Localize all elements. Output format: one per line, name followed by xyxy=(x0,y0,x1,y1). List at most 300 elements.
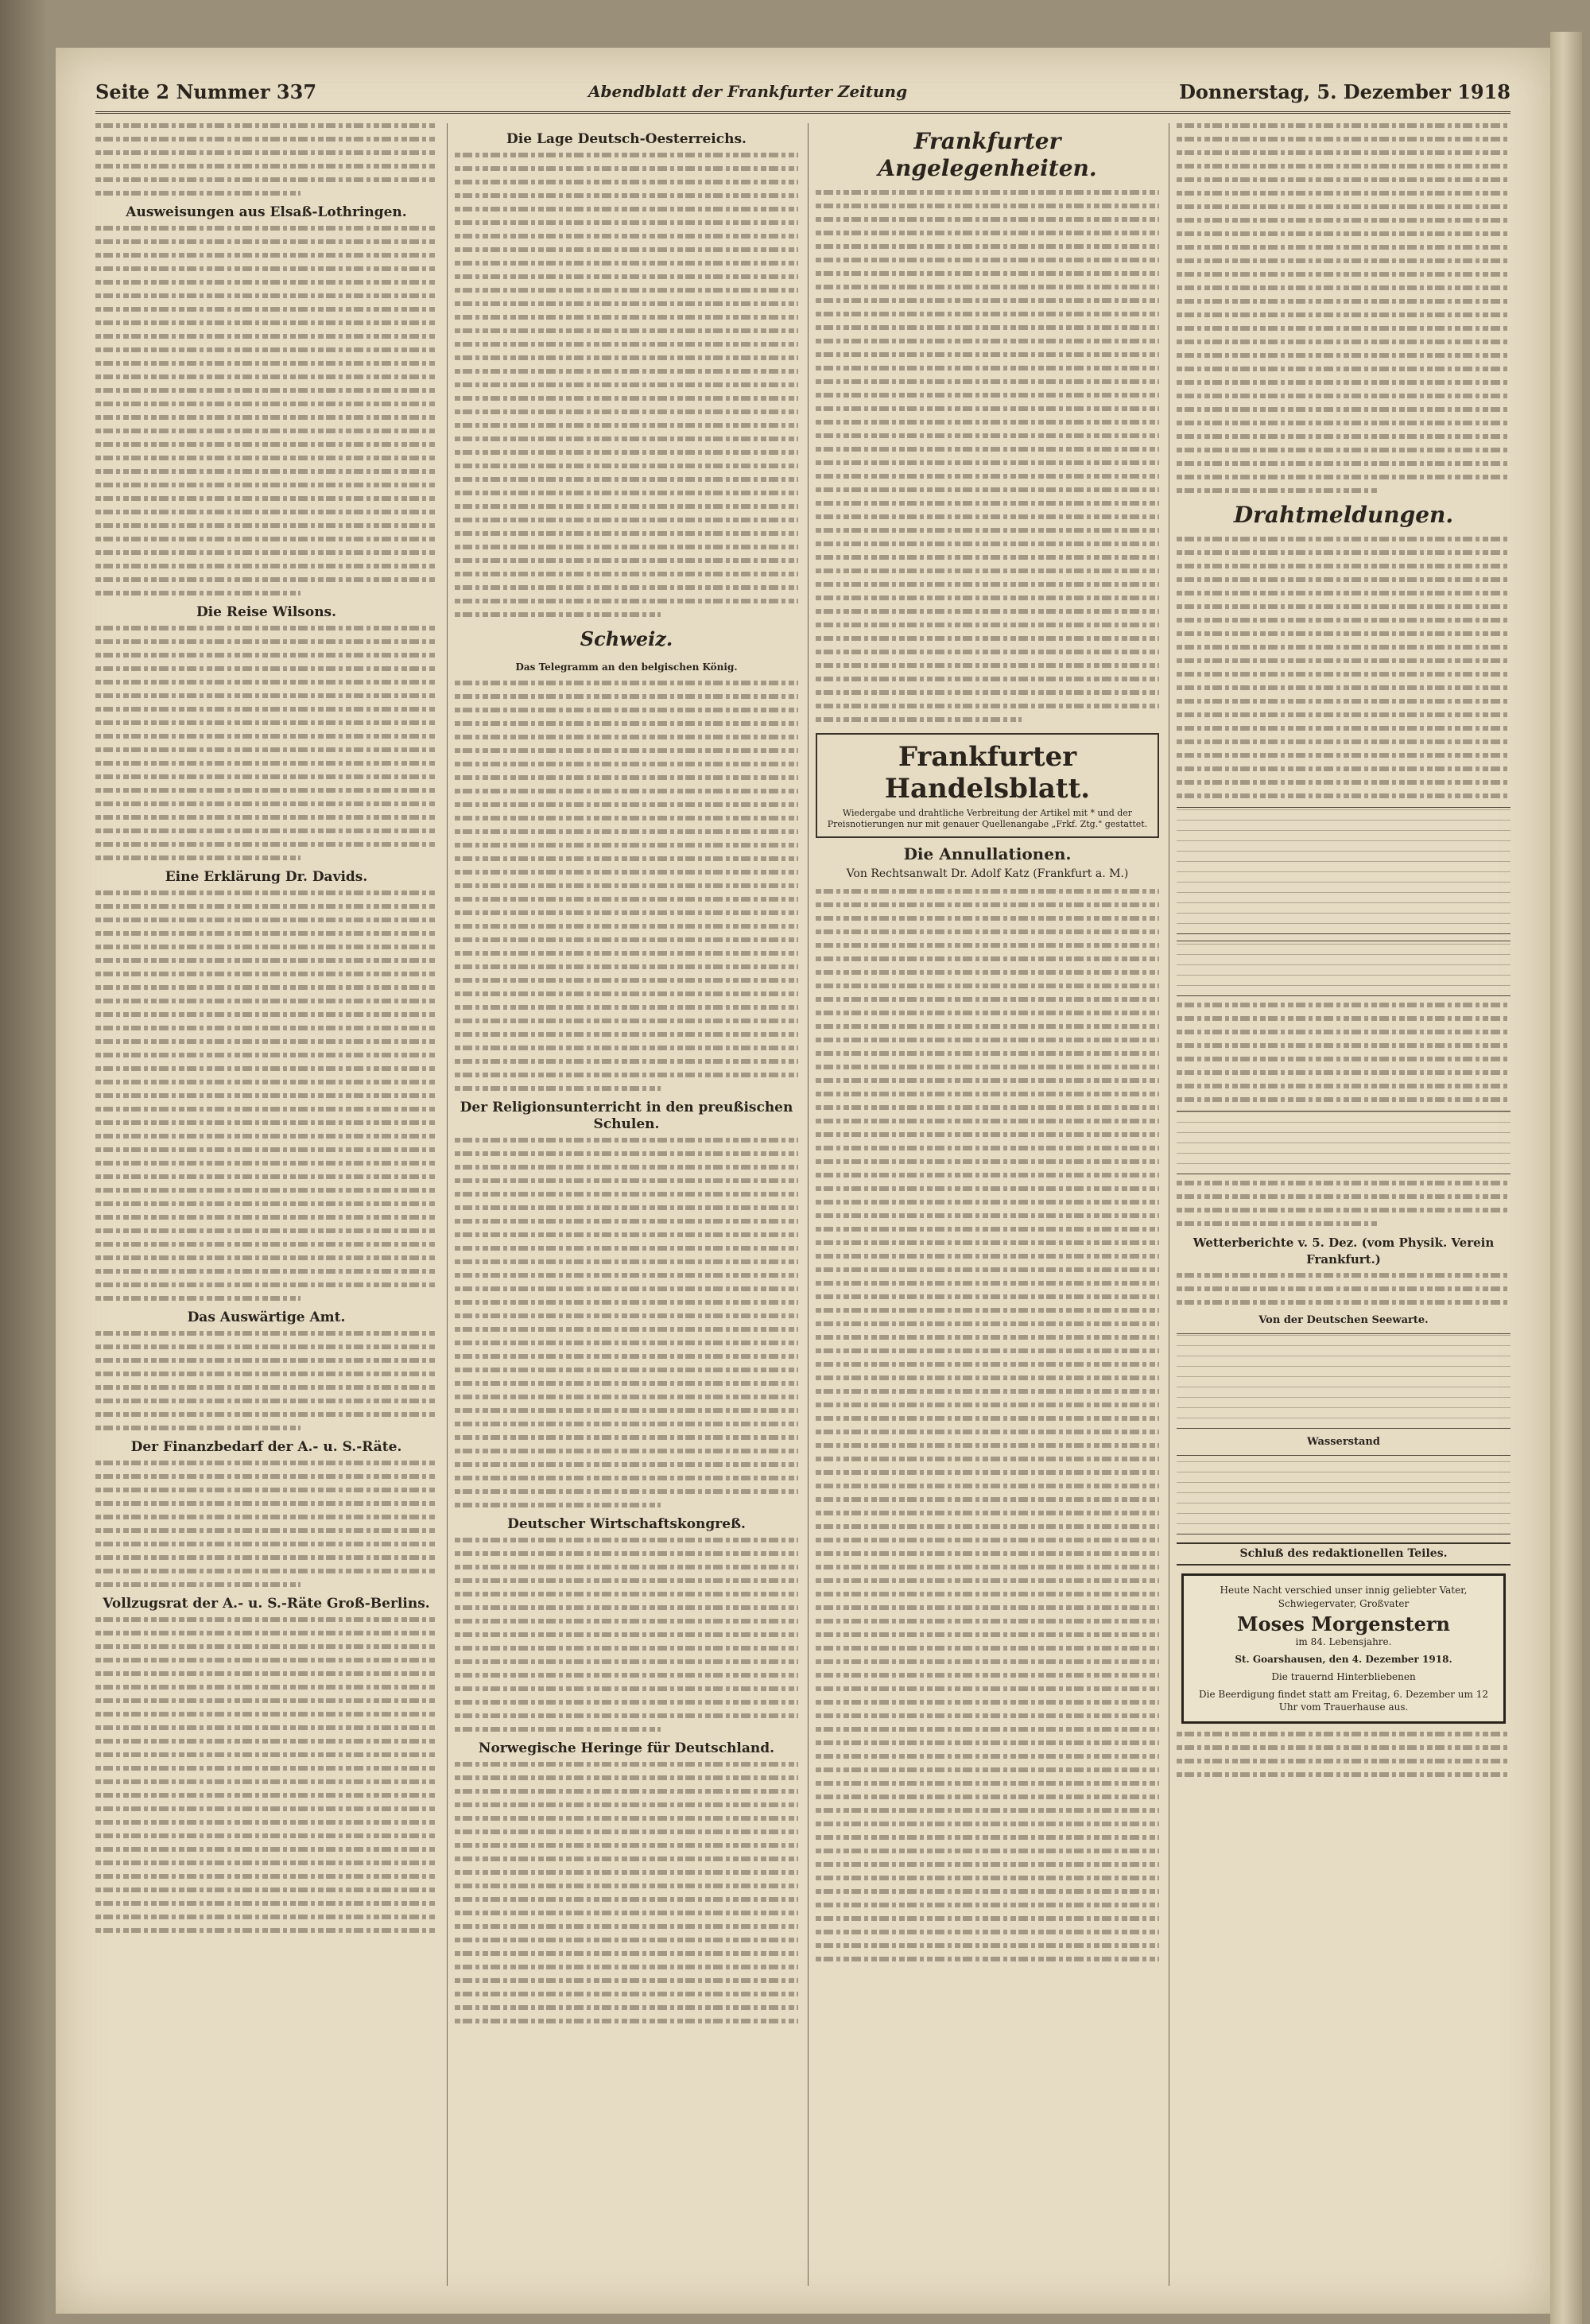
headline-wasserstand: Wasserstand xyxy=(1307,1436,1380,1448)
text-line xyxy=(1177,672,1510,677)
text-line xyxy=(95,1255,437,1260)
text-line xyxy=(455,518,798,522)
text-line xyxy=(455,382,798,387)
weather-table xyxy=(1177,1333,1510,1429)
text-line xyxy=(455,870,798,875)
text-line xyxy=(1177,1208,1510,1212)
text-line xyxy=(816,568,1159,573)
text-line xyxy=(95,510,437,514)
text-line xyxy=(95,801,437,806)
text-line xyxy=(1177,367,1510,371)
text-line xyxy=(816,1686,1159,1691)
adjacent-page-edge xyxy=(1550,32,1582,2324)
text-line xyxy=(455,247,798,252)
text-line xyxy=(95,1269,437,1274)
text-line xyxy=(1177,1221,1377,1226)
text-line xyxy=(816,420,1159,425)
text-line xyxy=(95,523,437,528)
text-line xyxy=(455,342,798,347)
text-line xyxy=(455,897,798,902)
text-line xyxy=(455,585,798,590)
text-line xyxy=(95,693,437,698)
text-line xyxy=(816,1632,1159,1637)
text-line xyxy=(1177,1070,1510,1075)
text-line xyxy=(1177,245,1510,250)
text-line xyxy=(95,1685,437,1690)
subheadline-telegramm: Das Telegramm an den belgischen König. xyxy=(515,662,738,673)
text-line xyxy=(816,1186,1159,1191)
text-line xyxy=(95,1161,437,1166)
text-line xyxy=(816,690,1159,695)
text-line xyxy=(816,352,1159,357)
text-line xyxy=(1177,618,1510,623)
text-line xyxy=(1177,299,1510,304)
text-line xyxy=(816,1659,1159,1664)
text-line xyxy=(1177,326,1510,331)
text-line xyxy=(95,1555,437,1560)
text-line xyxy=(455,1368,798,1372)
headline-seewarte: Von der Deutschen Seewarte. xyxy=(1258,1314,1429,1326)
column-2 xyxy=(455,123,809,2286)
text-line xyxy=(1177,1745,1510,1750)
headline-annullationen: Die Annullationen. xyxy=(903,844,1072,863)
text-line xyxy=(455,166,798,171)
text-line xyxy=(816,285,1159,289)
text-line xyxy=(455,1789,798,1794)
text-line xyxy=(455,531,798,536)
text-line xyxy=(455,369,798,374)
text-line xyxy=(95,1671,437,1676)
text-line xyxy=(1177,550,1510,555)
text-line xyxy=(455,910,798,915)
text-line xyxy=(95,191,301,196)
page-number: Seite 2 Nummer 337 xyxy=(95,80,317,103)
text-line xyxy=(95,1412,437,1417)
text-line xyxy=(455,1205,798,1210)
text-line xyxy=(1177,577,1510,582)
text-line xyxy=(1177,475,1510,479)
text-line xyxy=(816,271,1159,276)
text-line xyxy=(95,1474,437,1479)
text-line xyxy=(455,274,798,279)
text-line xyxy=(455,545,798,549)
text-line xyxy=(455,1018,798,1023)
text-line xyxy=(95,958,437,963)
text-line xyxy=(1177,699,1510,704)
text-line xyxy=(455,1503,661,1507)
notice-place: St. Goarshausen, den 4. Dezember 1918. xyxy=(1235,1654,1452,1665)
text-line xyxy=(95,164,437,169)
text-line xyxy=(455,450,798,455)
text-line xyxy=(95,1752,437,1757)
text-line xyxy=(95,761,437,766)
text-line xyxy=(95,334,437,339)
text-line xyxy=(816,1713,1159,1718)
text-line xyxy=(816,474,1159,479)
text-line xyxy=(816,487,1159,492)
text-line xyxy=(1177,537,1510,541)
text-line xyxy=(95,280,437,285)
text-line xyxy=(816,501,1159,506)
text-line xyxy=(455,234,798,239)
text-line xyxy=(816,1794,1159,1799)
text-line xyxy=(816,582,1159,587)
text-line xyxy=(95,1793,437,1798)
text-line xyxy=(816,406,1159,411)
cotton-table-liverpool xyxy=(1177,1111,1510,1174)
handelsblatt-masthead xyxy=(816,733,1159,838)
text-line xyxy=(1177,123,1510,128)
headline-erklaerung-david: Eine Erklärung Dr. Davids. xyxy=(165,869,368,885)
stock-table-london xyxy=(1177,941,1510,996)
text-line xyxy=(95,577,437,582)
text-line xyxy=(816,1240,1159,1245)
text-line xyxy=(1177,780,1510,785)
text-line xyxy=(455,2005,798,2010)
column-1 xyxy=(95,123,448,2286)
text-line xyxy=(455,1992,798,1996)
text-line xyxy=(455,1476,798,1480)
text-line xyxy=(455,558,798,563)
text-line xyxy=(816,541,1159,546)
notice-lead: Heute Nacht verschied unser innig geliebter Vater, Schwiegervater, Großvater xyxy=(1220,1585,1468,1609)
text-line xyxy=(816,1213,1159,1218)
text-line xyxy=(816,393,1159,398)
text-line xyxy=(816,366,1159,371)
text-line xyxy=(95,774,437,779)
text-line xyxy=(816,1294,1159,1299)
text-line xyxy=(816,1862,1159,1867)
newspaper-title: Abendblatt der Frankfurter Zeitung xyxy=(588,82,908,101)
columns xyxy=(95,123,1510,2286)
text-line xyxy=(455,951,798,956)
text-line xyxy=(95,904,437,909)
text-line xyxy=(455,1005,798,1010)
text-line xyxy=(816,514,1159,519)
text-line xyxy=(816,1389,1159,1394)
text-line xyxy=(816,943,1159,948)
text-line xyxy=(816,1673,1159,1678)
text-line xyxy=(816,1889,1159,1894)
text-line xyxy=(95,1766,437,1771)
notice-funeral: Die Beerdigung findet statt am Freitag, 6. Dezember um 12 Uhr vom Trauerhause aus. xyxy=(1199,1689,1488,1713)
text-line xyxy=(95,1860,437,1865)
text-line xyxy=(455,762,798,766)
text-line xyxy=(455,1619,798,1624)
text-line xyxy=(455,721,798,726)
text-line xyxy=(1177,164,1510,169)
notice-mourners: Die trauernd Hinterbliebenen xyxy=(1271,1671,1416,1682)
text-line xyxy=(816,889,1159,894)
death-notice xyxy=(1181,1573,1506,1724)
text-line xyxy=(816,1416,1159,1421)
text-line xyxy=(455,1632,798,1637)
text-line xyxy=(455,328,798,333)
text-line xyxy=(816,1254,1159,1259)
text-line xyxy=(816,1767,1159,1772)
text-line xyxy=(816,704,1159,708)
text-line xyxy=(1177,285,1510,290)
text-line xyxy=(95,626,437,630)
text-line xyxy=(816,1781,1159,1786)
text-line xyxy=(1177,1030,1510,1034)
text-line xyxy=(455,180,798,184)
text-line xyxy=(455,1775,798,1780)
text-line xyxy=(455,1138,798,1143)
text-line xyxy=(95,137,437,142)
text-line xyxy=(816,1348,1159,1353)
text-line xyxy=(455,396,798,401)
text-line xyxy=(455,1843,798,1848)
text-line xyxy=(1177,272,1510,277)
text-line xyxy=(455,1046,798,1050)
text-line xyxy=(95,1888,437,1892)
text-line xyxy=(95,1053,437,1057)
text-line xyxy=(455,964,798,969)
text-line xyxy=(816,663,1159,668)
text-line xyxy=(816,997,1159,1002)
text-line xyxy=(95,266,437,271)
text-line xyxy=(95,1039,437,1044)
text-line xyxy=(95,469,437,474)
text-line xyxy=(455,816,798,821)
text-line xyxy=(95,483,437,487)
text-line xyxy=(1177,218,1510,223)
text-line xyxy=(1177,353,1510,358)
headline-frankfurter-angelegenheiten: Frankfurter Angelegenheiten. xyxy=(878,128,1097,181)
text-line xyxy=(95,1806,437,1811)
text-line xyxy=(95,1515,437,1519)
text-line xyxy=(816,1159,1159,1164)
text-line xyxy=(816,1497,1159,1502)
text-line xyxy=(95,150,437,155)
text-line xyxy=(95,293,437,298)
text-line xyxy=(455,1422,798,1426)
headline-reise-wilsons: Die Reise Wilsons. xyxy=(196,604,337,620)
handelsblatt-notice: Wiedergabe und drahtliche Verbreitung der Artikel mit * und der Preisnotierungen nur mit genauer Quellenangabe „Frkf. Ztg." gestattet. xyxy=(827,808,1148,829)
text-line xyxy=(455,1659,798,1664)
text-line xyxy=(1177,258,1510,263)
text-line xyxy=(455,572,798,576)
text-line xyxy=(95,388,437,393)
handelsblatt-title: Frankfurter Handelsblatt. xyxy=(884,741,1091,805)
text-line xyxy=(816,902,1159,907)
text-line xyxy=(816,1321,1159,1326)
text-line xyxy=(455,1178,798,1183)
text-line xyxy=(95,1528,437,1533)
text-line xyxy=(95,1344,437,1349)
text-line xyxy=(95,1296,301,1301)
text-line xyxy=(1177,1003,1510,1007)
text-line xyxy=(95,639,437,644)
text-line xyxy=(455,843,798,848)
text-line xyxy=(1177,1084,1510,1088)
text-line xyxy=(455,1686,798,1691)
text-line xyxy=(455,220,798,225)
text-line xyxy=(95,1120,437,1125)
text-line xyxy=(816,1700,1159,1705)
headline-drahtmeldungen: Drahtmeldungen. xyxy=(1233,502,1454,528)
text-line xyxy=(816,1740,1159,1745)
text-line xyxy=(455,802,798,807)
text-line xyxy=(95,1779,437,1784)
text-line xyxy=(455,301,798,306)
text-line xyxy=(455,1713,798,1718)
text-line xyxy=(95,1874,437,1879)
text-line xyxy=(816,1092,1159,1096)
text-line xyxy=(95,1242,437,1247)
text-line xyxy=(1177,645,1510,650)
headline-wirtschaftskongress: Deutscher Wirtschaftskongreß. xyxy=(507,1516,746,1532)
headline-lage-oesterreich: Die Lage Deutsch-Oesterreichs. xyxy=(506,131,747,147)
text-line xyxy=(95,1026,437,1030)
text-line xyxy=(816,1078,1159,1083)
text-line xyxy=(455,708,798,712)
text-line xyxy=(816,1038,1159,1042)
text-line xyxy=(455,991,798,996)
text-line xyxy=(455,1924,798,1929)
text-line xyxy=(455,436,798,441)
text-line xyxy=(95,1631,437,1635)
end-editorial-banner: Schluß des redaktionellen Teiles. xyxy=(1177,1542,1510,1565)
text-line xyxy=(1177,1181,1510,1185)
text-line xyxy=(455,1605,798,1610)
text-line xyxy=(95,1901,437,1906)
text-line xyxy=(816,528,1159,533)
text-line xyxy=(1177,564,1510,568)
text-line xyxy=(455,1829,798,1834)
headline-religionsunterricht: Der Religionsunterricht in den preußischen Schulen. xyxy=(460,1100,793,1132)
text-line xyxy=(1177,231,1510,236)
text-line xyxy=(455,1462,798,1467)
text-line xyxy=(455,1286,798,1291)
text-line xyxy=(455,491,798,495)
text-line xyxy=(95,537,437,541)
text-line xyxy=(816,204,1159,208)
issue-date: Donnerstag, 5. Dezember 1918 xyxy=(1179,80,1510,103)
text-line xyxy=(95,591,301,596)
text-line xyxy=(95,1282,437,1287)
text-line xyxy=(95,890,437,895)
text-line xyxy=(455,1219,798,1224)
text-line xyxy=(1177,766,1510,771)
text-line xyxy=(95,1066,437,1071)
text-line xyxy=(455,423,798,428)
text-line xyxy=(1177,793,1510,798)
text-line xyxy=(816,623,1159,627)
text-line xyxy=(95,855,301,860)
text-line xyxy=(95,307,437,312)
text-line xyxy=(95,456,437,460)
text-line xyxy=(816,1065,1159,1069)
text-line xyxy=(455,1897,798,1902)
text-line xyxy=(95,402,437,406)
text-line xyxy=(816,190,1159,195)
text-line xyxy=(1177,421,1510,425)
text-line xyxy=(95,239,437,244)
text-line xyxy=(1177,604,1510,609)
text-line xyxy=(816,1281,1159,1286)
headline-finanzbedarf: Der Finanzbedarf der A.- u. S.-Räte. xyxy=(130,1439,402,1455)
text-line xyxy=(1177,312,1510,317)
text-line xyxy=(816,1132,1159,1137)
text-line xyxy=(95,1215,437,1220)
text-line xyxy=(455,355,798,360)
text-line xyxy=(95,1725,437,1730)
text-line xyxy=(455,193,798,198)
text-line xyxy=(455,924,798,929)
text-line xyxy=(816,1727,1159,1732)
text-line xyxy=(1177,448,1510,452)
text-line xyxy=(95,177,437,182)
text-line xyxy=(95,1501,437,1506)
text-line xyxy=(95,931,437,936)
text-line xyxy=(1177,685,1510,690)
text-line xyxy=(455,1165,798,1170)
text-line xyxy=(816,596,1159,600)
text-line xyxy=(95,707,437,712)
page-header xyxy=(95,72,1510,114)
text-line xyxy=(95,945,437,949)
text-line xyxy=(95,429,437,433)
text-line xyxy=(1177,137,1510,142)
text-line xyxy=(455,1856,798,1861)
headline-ausweisungen: Ausweisungen aus Elsaß-Lothringen. xyxy=(126,204,407,220)
headline-norwegische-heringe: Norwegische Heringe für Deutschland. xyxy=(478,1740,775,1756)
text-line xyxy=(455,856,798,861)
text-line xyxy=(95,747,437,752)
text-line xyxy=(816,609,1159,614)
text-line xyxy=(816,1876,1159,1880)
text-line xyxy=(95,1147,437,1152)
text-line xyxy=(1177,461,1510,466)
text-line xyxy=(95,1915,437,1919)
text-line xyxy=(95,1461,437,1465)
text-line xyxy=(95,680,437,685)
text-line xyxy=(95,720,437,725)
text-line xyxy=(455,1578,798,1583)
text-line xyxy=(95,1658,437,1662)
text-line xyxy=(816,1619,1159,1624)
text-line xyxy=(95,1385,437,1390)
text-line xyxy=(816,231,1159,235)
text-line xyxy=(455,1700,798,1705)
text-line xyxy=(816,325,1159,330)
text-line xyxy=(816,1524,1159,1529)
text-line xyxy=(95,496,437,501)
text-line xyxy=(816,1267,1159,1272)
text-line xyxy=(816,650,1159,654)
headline-auswaertiges-amt: Das Auswärtige Amt. xyxy=(187,1309,346,1325)
text-line xyxy=(816,1551,1159,1556)
text-line xyxy=(816,217,1159,222)
text-line xyxy=(1177,712,1510,717)
text-line xyxy=(816,970,1159,975)
text-line xyxy=(455,261,798,266)
text-line xyxy=(816,916,1159,921)
text-line xyxy=(455,612,661,617)
text-line xyxy=(95,918,437,922)
text-line xyxy=(1177,407,1510,412)
text-line xyxy=(95,1012,437,1017)
text-line xyxy=(816,1930,1159,1934)
text-line xyxy=(95,1847,437,1852)
text-line xyxy=(1177,739,1510,744)
text-line xyxy=(95,320,437,325)
text-line xyxy=(95,347,437,352)
text-line xyxy=(455,748,798,753)
text-line xyxy=(95,999,437,1003)
